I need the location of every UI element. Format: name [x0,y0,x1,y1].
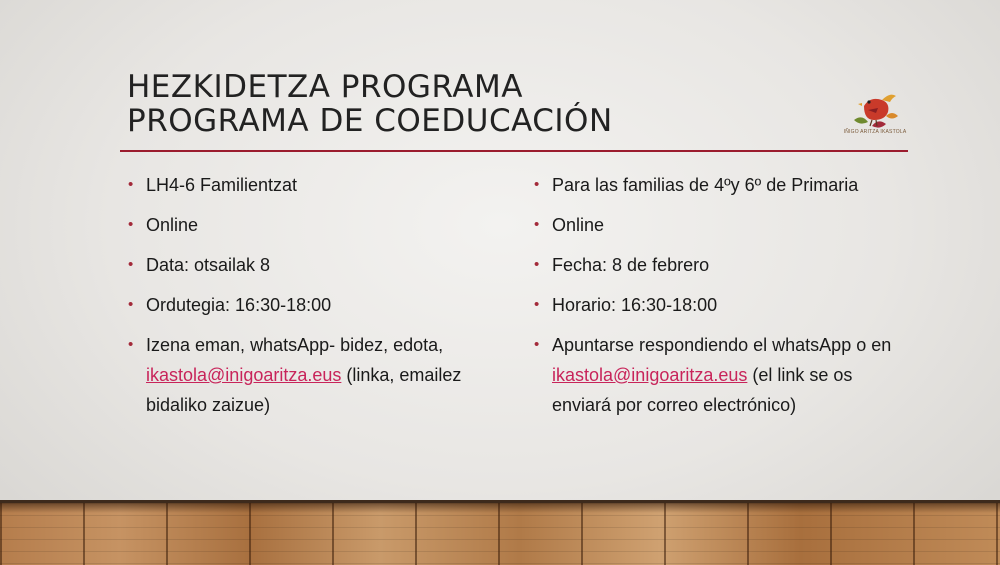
basque-bullet-list [128,170,498,420]
title-divider [120,150,908,152]
floor-shadow [0,503,1000,513]
list-item-date: • Data: otsailak 8 [128,250,498,280]
list-item-audience: • Para las familias de 4ºy 6º de Primaria [534,170,914,200]
list-item-signup: • Apuntarse respondiendo el whatsApp o en ikastola@inigoaritza.eus (el link se os enviará por correo electrónico) [534,330,914,420]
basque-column [128,170,498,430]
email-link[interactable]: ikastola@inigoaritza.eus [552,365,748,385]
list-item-mode: • Online [128,210,498,240]
title-line-spanish: PROGRAMA DE COEDUCACIÓN [127,103,613,139]
spanish-bullet-list [534,170,914,420]
slide-title [127,70,767,138]
list-item-schedule: • Ordutegia: 16:30-18:00 [128,290,498,320]
spanish-column [534,170,914,430]
list-item-audience: • LH4-6 Familientzat [128,170,498,200]
title-line-basque: HEZKIDETZA PROGRAMA [127,69,523,105]
list-item-signup: • Izena eman, whatsApp- bidez, edota, ikastola@inigoaritza.eus (linka, emailez bidaliko zaizue) [128,330,498,420]
list-item-schedule: • Horario: 16:30-18:00 [534,290,914,320]
email-link[interactable]: ikastola@inigoaritza.eus [146,365,342,385]
list-item-date: • Fecha: 8 de febrero [534,250,914,280]
list-item-mode: • Online [534,210,914,240]
logo-caption: IÑIGO ARITZA IKASTOLA [843,129,907,135]
